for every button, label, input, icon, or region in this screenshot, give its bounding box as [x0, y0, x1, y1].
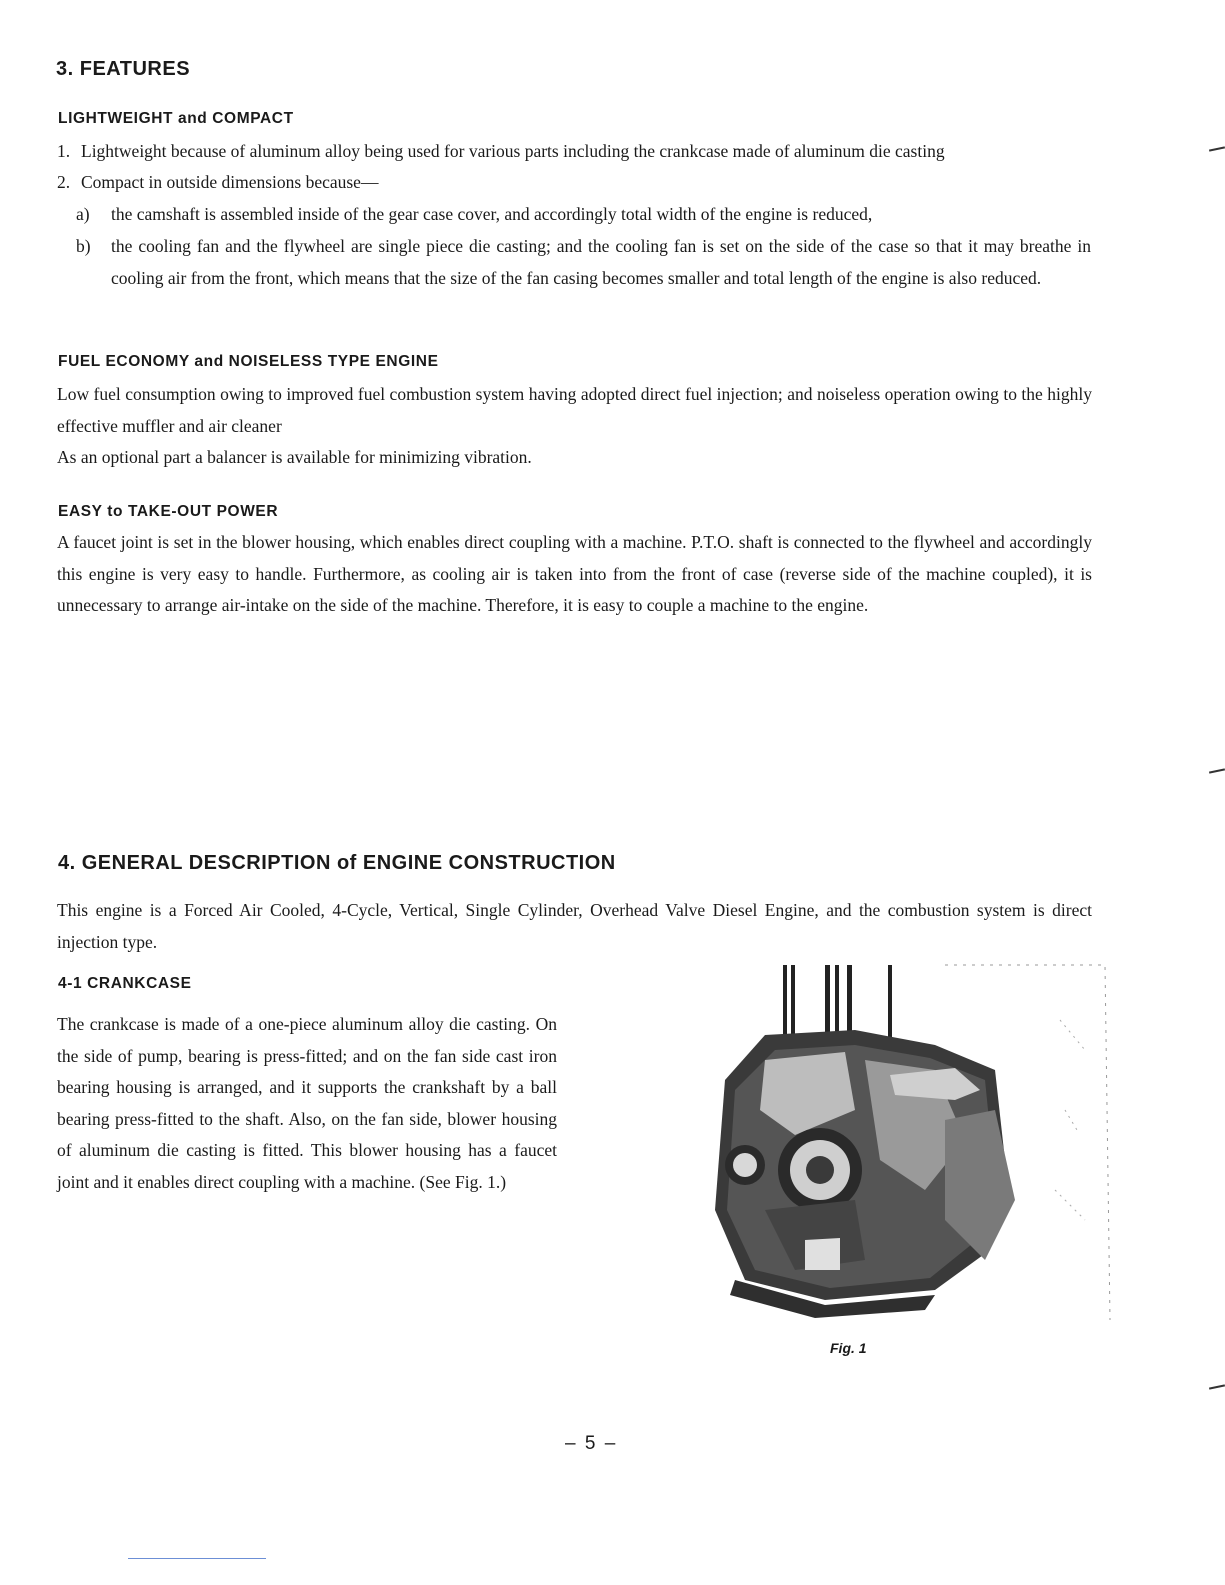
fuel-economy-heading: FUEL ECONOMY and NOISELESS TYPE ENGINE [58, 353, 439, 370]
engine-crankcase-photo-icon [705, 960, 1115, 1330]
list-text: Compact in outside dimensions because— [81, 172, 379, 192]
sublist-text: the camshaft is assembled inside of the gear case cover, and accordingly total width of the engine is reduced, [111, 204, 873, 224]
crankcase-heading: 4-1 CRANKCASE [58, 975, 192, 992]
power-paragraph: A faucet joint is set in the blower housing, which enables direct coupling with a machine. P.T.O. shaft is connected to the flywheel and accordingly this engine is very easy to handle. Furthermore, as cooling air is taken into from the front of case (reverse side of the machine coupled), it is unnecessary to arrange air-intake on the side of the machine. Therefore, it is easy to couple a machine to the engine. [57, 532, 1092, 615]
bottom-rule [128, 1558, 266, 1559]
crankcase-paragraph: The crankcase is made of a one-piece aluminum alloy die casting. On the side of pump, bearing is press-fitted; and on the fan side cast iron bearing housing is arranged, and it supports the crankshaft by a ball bearing press-fitted to the shaft. Also, on the fan side, blower housing of aluminum die casting is fitted. This blower housing has a faucet joint and it enables direct coupling with a machine. (See Fig. 1.) [57, 1014, 557, 1192]
power-heading: EASY to TAKE-OUT POWER [58, 503, 279, 520]
section-4-title: 4. GENERAL DESCRIPTION of ENGINE CONSTRUCTION [58, 852, 616, 874]
lightweight-heading: LIGHTWEIGHT and COMPACT [58, 110, 294, 127]
balancer-paragraph: As an optional part a balancer is available for minimizing vibration. [57, 447, 532, 467]
page-number: – 5 – [565, 1433, 618, 1454]
edge-mark [1209, 146, 1225, 151]
fig-1-engine-photo [705, 960, 1115, 1330]
list-number: 2. [57, 172, 71, 192]
section-3-title: 3. FEATURES [56, 58, 191, 80]
edge-mark [1209, 1384, 1225, 1389]
sublist-label: b) [76, 236, 91, 256]
list-text: Lightweight because of aluminum alloy being used for various parts including the crankcase made of aluminum die casting [81, 141, 945, 161]
fuel-economy-paragraph: Low fuel consumption owing to improved fuel combustion system having adopted direct fuel injection; and noiseless operation owing to the highly effective muffler and air cleaner [57, 384, 1092, 436]
sublist-item [76, 231, 1096, 331]
list-number: 1. [57, 141, 71, 161]
edge-mark [1209, 768, 1225, 773]
sublist-text: the cooling fan and the flywheel are single piece die casting; and the cooling fan is set on the side of the case so that it may breathe in cooling air from the front, which means that the size of the fan casing becomes smaller and total length of the engine is also reduced. [111, 236, 1091, 288]
sublist-label: a) [76, 204, 90, 224]
engine-intro-paragraph: This engine is a Forced Air Cooled, 4-Cycle, Vertical, Single Cylinder, Overhead Valve Diesel Engine, and the combustion system is direct injection type. [57, 900, 1092, 952]
figure-caption: Fig. 1 [830, 1340, 867, 1356]
